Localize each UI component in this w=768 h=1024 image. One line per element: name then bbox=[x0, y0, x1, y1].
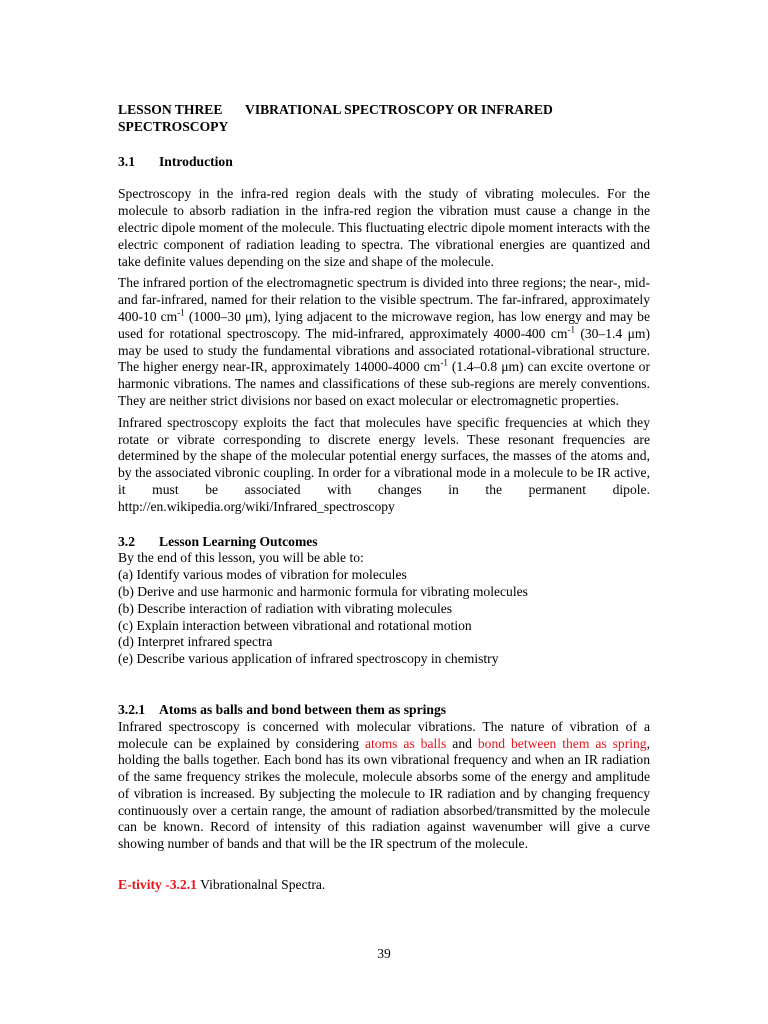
lesson-title bbox=[118, 102, 650, 136]
p2-text-c: (30–1.4 μm) may be used to study the fundamental vibrations and associated rotational-vibrational structure. The higher energy near-IR, approximately 14000-4000 cm bbox=[118, 325, 650, 375]
superscript-minus-one: -1 bbox=[177, 307, 185, 318]
page-content bbox=[118, 102, 650, 894]
highlight-atoms-as-balls: atoms as balls bbox=[365, 735, 447, 751]
intro-paragraph-1: Spectroscopy in the infra-red region deals with the study of vibrating molecules. For the molecule to absorb radiation in the infra-red region the vibration must cause a change in the electric dipole moment of the molecule. This fluctuating electric dipole moment interacts with the electric component of radiation leading to spectra. The vibrational energies are quantized and take definite values depending on the size and shape of the molecule. bbox=[118, 186, 651, 269]
section-title: Atoms as balls and bond between them as springs bbox=[159, 701, 447, 717]
list-item: (c) Explain interaction between vibrational and rotational motion bbox=[118, 617, 472, 633]
p3-text: Infrared spectroscopy exploits the fact that molecules have specific frequencies at which they rotate or vibrate corresponding to discrete energy levels. These resonant frequencies are determined by the shape of the molecular potential energy surfaces, the masses of the atoms and, by the associated vibronic coupling. In order for a vibrational mode in a molecule to be IR active, it must be associated with changes in the permanent dipole. bbox=[118, 414, 650, 497]
springs-text-3: , holding the balls together. Each bond has its own vibrational frequency and when an IR radiation of the same frequency strikes the molecule, molecule absorbs some of the energy and amplitude of vibration is increased. By subjecting the molecule to IR radiation and by changing frequency continuously over a certain range, the amount of radiation absorbed/transmitted by the molecule can be known. Record of intensity of this radiation against wavenumber will give a curve showing number of bands and that will be the IR spectrum of the molecule. bbox=[118, 735, 650, 852]
list-item: (e) Describe various application of infrared spectroscopy in chemistry bbox=[118, 651, 499, 667]
section-title: Introduction bbox=[159, 153, 233, 169]
list-item: (b) Derive and use harmonic and harmonic formula for vibrating molecules bbox=[118, 583, 528, 599]
intro-paragraph-3 bbox=[118, 415, 650, 516]
highlight-bond-as-spring: bond between them as spring bbox=[477, 735, 647, 751]
wikipedia-link[interactable]: http://en.wikipedia.org/wiki/Infrared_spectroscopy bbox=[118, 498, 395, 514]
p2-text-d: (1.4–0.8 μm) can excite overtone or harmonic vibrations. The names and classifications of these sub-regions are merely conventions. They are neither strict divisions nor based on exact molecular or electromagnetic properties. bbox=[118, 359, 650, 408]
page-number: 39 bbox=[377, 946, 391, 961]
lesson-heading: VIBRATIONAL SPECTROSCOPY OR INFRARED SPECTROSCOPY bbox=[118, 102, 553, 134]
section-number: 3.2.1 bbox=[118, 701, 146, 717]
list-item: (b) Describe interaction of radiation with vibrating molecules bbox=[118, 600, 453, 616]
section-heading-springs bbox=[118, 702, 650, 719]
section-number: 3.1 bbox=[118, 153, 135, 169]
superscript-minus-one: -1 bbox=[440, 357, 448, 368]
section-heading-outcomes bbox=[118, 534, 650, 551]
section-title: Lesson Learning Outcomes bbox=[159, 533, 318, 549]
springs-text-2: and bbox=[446, 735, 478, 751]
lesson-number: LESSON THREE bbox=[118, 102, 223, 117]
superscript-minus-one: -1 bbox=[567, 324, 575, 335]
etivity-label: E-tivity -3.2.1 bbox=[118, 877, 197, 893]
p2-text-b: (1000–30 μm), lying adjacent to the microwave region, has low energy and may be used for rotational spectroscopy. The mid-infrared, approximately 4000-400 cm bbox=[118, 308, 650, 341]
section-number: 3.2 bbox=[118, 533, 135, 549]
section-heading-introduction bbox=[118, 154, 650, 171]
outcomes-list bbox=[118, 567, 650, 668]
p2-text-a: The infrared portion of the electromagnetic spectrum is divided into three regions; the near-, mid- and far-infrared, named for their relation to the visible spectrum. The far-infrared, approximately 400-10 cm bbox=[118, 275, 650, 324]
etivity-line bbox=[118, 877, 650, 894]
springs-text-1: Infrared spectroscopy is concerned with molecular vibrations. The nature of vibration of a molecule can be explained by considering bbox=[118, 718, 650, 751]
outcomes-lead: By the end of this lesson, you will be able to: bbox=[118, 550, 364, 566]
intro-paragraph-2 bbox=[118, 275, 650, 409]
list-item: (d) Interpret infrared spectra bbox=[118, 634, 273, 650]
list-item: (a) Identify various modes of vibration for molecules bbox=[118, 567, 407, 583]
etivity-text: Vibrationalnal Spectra. bbox=[196, 877, 326, 893]
springs-paragraph bbox=[118, 719, 650, 853]
